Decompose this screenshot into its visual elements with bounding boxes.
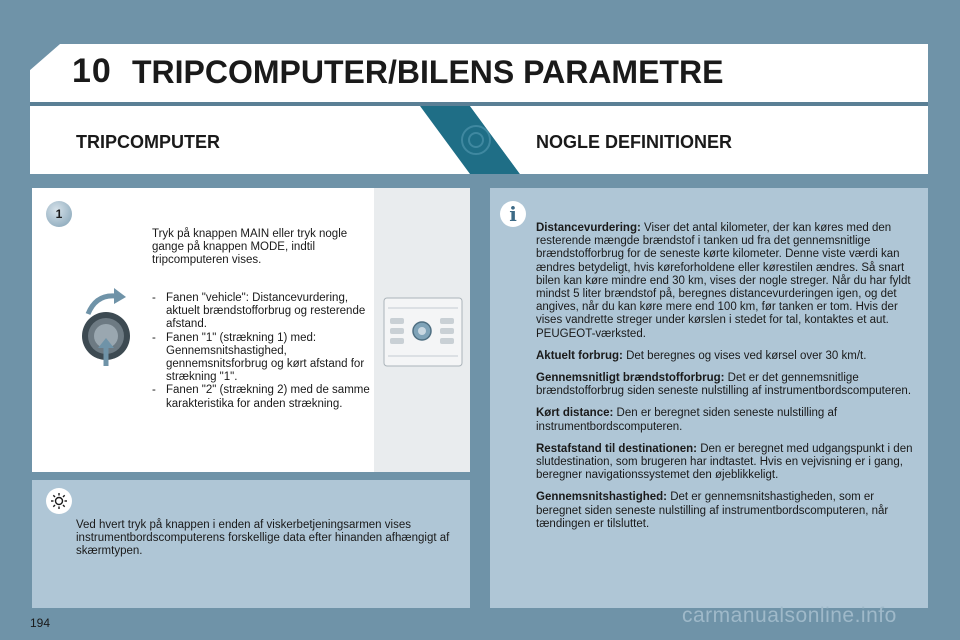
list-item: - Fanen "vehicle": Distancevurdering, aktuelt brændstofforbrug og resterende afstand. [152, 292, 374, 332]
definition-item [536, 350, 920, 363]
section-title-definitions: NOGLE DEFINITIONER [536, 132, 733, 152]
tripcomputer-intro-text: Tryk på knappen MAIN eller tryk nogle gange på knappen MODE, indtil tripcomputeren vises. [152, 228, 348, 267]
sun-icon [50, 492, 68, 510]
page-number: 194 [30, 616, 51, 630]
list-item: - Fanen "2" (strækning 2) med de samme karakteristika for anden strækning. [152, 384, 374, 410]
definition-item [536, 222, 920, 341]
definition-text: Den er beregnet siden seneste nulstilling af instrumentbordscomputeren. [536, 407, 838, 433]
rotary-knob-icon [76, 284, 144, 368]
definition-text: Det beregnes og vises ved kørsel over 30 km/t. [622, 349, 867, 362]
step-badge: 1 [46, 201, 72, 227]
list-item: - Fanen "1" (strækning 1) med: Gennemsnitshastighed, gennemsnitsforbrug og kørt afstand for strækning "1". [152, 332, 374, 385]
page-title: TRIPCOMPUTER/BILENS PARAMETRE [132, 54, 724, 90]
tip-text: Ved hvert tryk på knappen i enden af viskerbetjeningsarmen vises instrumentbordscomputerens forskellige data efter hinanden afhængigt af skærmtypen. [76, 519, 450, 558]
definition-item [536, 443, 920, 483]
definition-term: Gennemsnitshastighed: [536, 491, 667, 504]
chapter-number: 10 [72, 52, 112, 90]
definitions-list [536, 222, 920, 540]
definition-item [536, 491, 920, 531]
section-title-tripcomputer: TRIPCOMPUTER [76, 132, 220, 152]
audio-console-icon [382, 296, 464, 368]
definition-term: Distancevurdering: [536, 222, 641, 234]
definition-term: Gennemsnitligt brændstofforbrug: [536, 372, 725, 385]
tab-list [152, 292, 374, 411]
definition-term: Restafstand til destinationen: [536, 442, 698, 455]
watermark: carmanualsonline.info [682, 604, 897, 627]
info-icon: i [500, 201, 526, 227]
definition-term: Kørt distance: [536, 407, 614, 420]
section-divider-graphic [420, 106, 520, 174]
definition-item [536, 407, 920, 433]
definition-term: Aktuelt forbrug: [536, 349, 623, 362]
definition-text: Den er beregnet med udgangspunkt i den slutdestination, som brugeren har indtastet. Hvis en vejvisning er i gang, beregner navigationssystemet den øjeblikkeligt. [536, 442, 913, 482]
definition-text: Viser det antal kilometer, der kan køres med den resterende mængde brændstof i tanken ud fra det gennemsnitlige brændstofforbrug for de seneste kørte kilometer. Denne viste værdi kan ændres betydeligt, hvis køreforholdene eller kørestilen ændres. Så snart bilen kan køre mindre end 30 km, vises der nogle streger. Når du har fyldt mindst 5 liter brændstof på, beregnes distancevurderingen igen, og det angives, når du kan køre mere end 100 km, før tanken er tom. Hvis der vises vandrette streger under kørslen i stedet for tal, kontaktes et aut. PEUGEOT-værksted. [536, 222, 911, 340]
definition-text: Det er det gennemsnitlige brændstofforbrug siden seneste nulstilling af instrumentbordscomputeren. [536, 372, 912, 398]
tip-badge [46, 488, 72, 514]
definition-item [536, 372, 920, 398]
definition-text: Det er gennemsnitshastigheden, som er beregnet siden seneste nulstilling af instrumentbordscomputeren, når tændingen er tilsluttet. [536, 491, 889, 530]
